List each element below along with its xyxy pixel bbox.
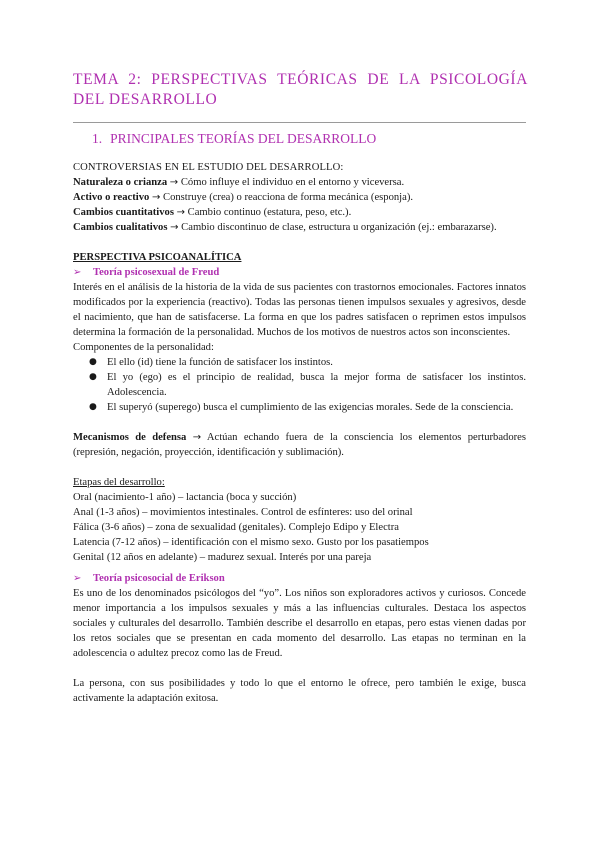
defense-term: Mecanismos de defensa xyxy=(73,432,187,443)
controversy-term: Naturaleza o crianza xyxy=(73,177,168,188)
arrow-icon: → xyxy=(192,432,202,443)
title-divider xyxy=(73,122,526,123)
list-item xyxy=(73,355,526,370)
controversy-item xyxy=(73,190,526,205)
arrow-icon: → xyxy=(170,222,179,233)
bullet-icon: ● xyxy=(89,372,97,382)
controversy-term: Activo o reactivo xyxy=(73,192,150,203)
spacer xyxy=(73,415,526,430)
list-item-text: El ello (id) tiene la función de satisfacer los instintos. xyxy=(107,357,333,368)
controversy-item xyxy=(73,205,526,220)
erikson-paragraph: Es uno de los denominados psicólogos del “yo”. Los niños son exploradores activos y curiosos. Concede menor importancia a los impulsos sexuales y más a las influencias culturales. Destaca los aspectos sociales y culturales del desarrollo. También describe el desarrollo en etapas, pero estas vienen dadas por los retos sociales que se presentan en cada momento del desarrollo. Las etapas no terminan en la adolescencia o adultez precoz como las de Freud. xyxy=(73,588,526,659)
list-item xyxy=(73,370,526,400)
arrow-bullet-icon: ➢ xyxy=(73,573,82,584)
spacer xyxy=(73,235,526,250)
section-number: 1. xyxy=(92,131,103,146)
controversy-term: Cambios cuantitativos xyxy=(73,207,174,218)
controversy-text: Cambio discontinuo de clase, estructura u organización (ej.: embarazarse). xyxy=(181,222,497,233)
stages-heading: Etapas del desarrollo: xyxy=(73,477,165,488)
list-item xyxy=(73,400,526,415)
controversy-term: Cambios cualitativos xyxy=(73,222,168,233)
stage-item: Fálica (3-6 años) – zona de sexualidad (genitales). Complejo Edipo y Electra xyxy=(73,522,399,533)
arrow-icon: → xyxy=(151,192,161,203)
controversies-heading: CONTROVERSIAS EN EL ESTUDIO DEL DESARROLLO: xyxy=(73,162,344,173)
section-title: PRINCIPALES TEORÍAS DEL DESARROLLO xyxy=(110,131,377,146)
psychoanalytic-heading-text: PERSPECTIVA PSICOANALÍTICA xyxy=(73,252,242,263)
defense-mechanisms xyxy=(73,430,526,460)
bullet-icon: ● xyxy=(89,402,97,412)
list-item-text: El yo (ego) es el principio de realidad, busca la mejor forma de satisfacer los instintos. Adolescencia. xyxy=(107,372,526,398)
controversy-text: Cómo influye el individuo en el entorno y viceversa. xyxy=(180,177,405,188)
erikson-subheading xyxy=(73,571,526,586)
psychoanalytic-heading xyxy=(73,250,526,265)
defense-text: Actúan echando fuera de la consciencia los elementos perturbadores (represión, negación, proyección, identificación y sublimación). xyxy=(73,432,526,458)
freud-paragraph: Interés en el análisis de la historia de la vida de sus pacientes con trastornos emocionales. Factores innatos modificados por la experiencia (reactivo). Todas las personas tienen impulsos sexuales y agresivos, desde el nacimiento, que han de satisfacerse. La forma en que los padres satisfacen o reprimen estos impulsos determina la formación de la personalidad. Muchos de los motivos de nuestros actos son inconscientes. xyxy=(73,282,526,338)
controversy-item xyxy=(73,175,526,190)
controversy-text: Construye (crea) o reacciona de forma mecánica (esponja). xyxy=(163,192,413,203)
erikson-subheading-text: Teoría psicosocial de Erikson xyxy=(93,573,225,584)
arrow-bullet-icon: ➢ xyxy=(73,267,82,278)
stage-item: Oral (nacimiento-1 año) – lactancia (boca y succión) xyxy=(73,492,297,503)
stage-item: Anal (1-3 años) – movimientos intestinales. Control de esfínteres: uso del orinal xyxy=(73,507,413,518)
freud-subheading-text: Teoría psicosexual de Freud xyxy=(93,267,220,278)
erikson-paragraph-2: La persona, con sus posibilidades y todo lo que el entorno le ofrece, pero también le exige, busca activamente la adaptación exitosa. xyxy=(73,678,526,704)
bullet-icon: ● xyxy=(89,357,97,367)
section-heading xyxy=(92,131,376,147)
stage-item: Latencia (7-12 años) – identificación con el mismo sexo. Gusto por los pasatiempos xyxy=(73,537,429,548)
freud-subheading xyxy=(73,265,526,280)
arrow-icon: → xyxy=(169,177,179,188)
list-item-text: El superyó (superego) busca el cumplimiento de las exigencias morales. Sede de la consciencia. xyxy=(107,402,514,413)
controversy-item xyxy=(73,220,526,235)
arrow-icon: → xyxy=(176,207,185,218)
components-intro: Componentes de la personalidad: xyxy=(73,342,214,353)
document-body xyxy=(73,160,526,706)
spacer xyxy=(73,661,526,676)
controversy-text: Cambio continuo (estatura, peso, etc.). xyxy=(187,207,352,218)
components-list xyxy=(73,355,526,415)
stage-item: Genital (12 años en adelante) – madurez sexual. Interés por una pareja xyxy=(73,552,372,563)
document-title: TEMA 2: PERSPECTIVAS TEÓRICAS DE LA PSICOLOGÍA DEL DESARROLLO xyxy=(73,71,528,108)
spacer xyxy=(73,460,526,475)
